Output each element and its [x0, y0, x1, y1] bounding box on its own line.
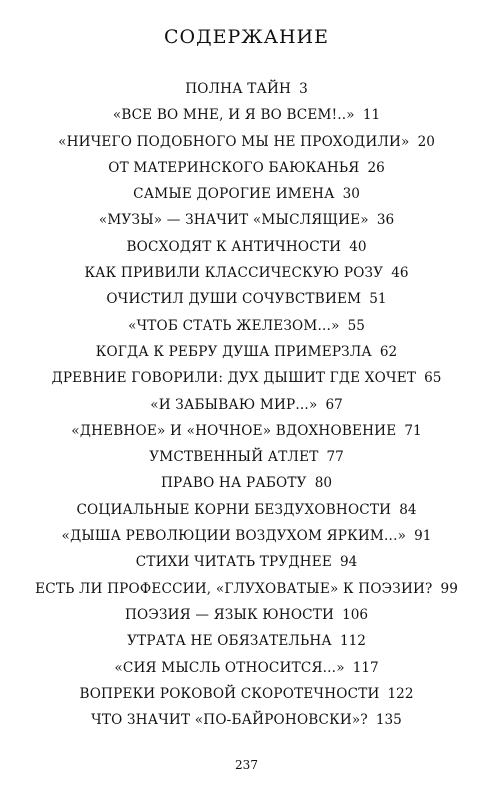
- toc-entry-title: ЧТО ЗНАЧИТ «ПО-БАЙРОНОВСКИ»?: [91, 712, 368, 729]
- toc-entry-page: 20: [417, 133, 435, 150]
- toc-entry: [0, 707, 493, 733]
- toc-entry-title: ВОПРЕКИ РОКОВОЙ СКОРОТЕЧНОСТИ: [79, 685, 380, 702]
- toc-entry-page: 135: [375, 712, 402, 729]
- toc-entry-title: СОЦИАЛЬНЫЕ КОРНИ БЕЗДУХОВНОСТИ: [76, 501, 392, 518]
- toc-entry: [0, 655, 493, 681]
- toc-entry-title: ЕСТЬ ЛИ ПРОФЕССИИ, «ГЛУХОВАТЫЕ» К ПОЭЗИИ?: [35, 580, 433, 597]
- toc-entry-title: «СИЯ МЫСЛЬ ОТНОСИТСЯ...»: [114, 659, 345, 676]
- toc-entry: [0, 365, 493, 391]
- toc-entry-page: 80: [314, 475, 332, 492]
- toc-entry-page: 46: [391, 265, 409, 282]
- contents-title: СОДЕРЖАНИЕ: [164, 26, 329, 48]
- toc-entry-page: 77: [326, 449, 344, 466]
- toc-entry: [0, 286, 493, 312]
- toc-entry-title: КОГДА К РЕБРУ ДУША ПРИМЕРЗЛА: [95, 343, 372, 360]
- toc-entry-title: ПОЛНА ТАЙН: [185, 81, 292, 97]
- toc-entry-page: 106: [342, 606, 369, 623]
- toc-entry: [0, 444, 493, 470]
- toc-entry-title: «НИЧЕГО ПОДОБНОГО МЫ НЕ ПРОХОДИЛИ»: [58, 133, 410, 150]
- toc-entry-title: «ДЫША РЕВОЛЮЦИИ ВОЗДУХОМ ЯРКИМ...»: [61, 528, 407, 545]
- toc-entry-page: 30: [342, 186, 360, 203]
- toc-entry-page: 67: [325, 396, 343, 413]
- toc-entry: [0, 155, 493, 181]
- toc-entry-page: 112: [339, 633, 366, 650]
- toc-entry: [0, 681, 493, 707]
- toc-entry: [0, 549, 493, 575]
- toc-entry-title: «ВСЕ ВО МНЕ, И Я ВО ВСЕМ!..»: [112, 107, 355, 124]
- toc-entry: [0, 576, 493, 602]
- toc-entry-title: ПРАВО НА РАБОТУ: [160, 475, 307, 492]
- toc-entry-title: «ЧТОБ СТАТЬ ЖЕЛЕЗОМ...»: [128, 317, 340, 334]
- toc-entry: [0, 260, 493, 286]
- toc-entry: [0, 207, 493, 233]
- toc-entry-page: 26: [367, 159, 385, 176]
- toc-entry-title: ОТ МАТЕРИНСКОГО БАЮКАНЬЯ: [108, 159, 360, 176]
- toc-entry-page: 99: [440, 580, 458, 597]
- toc-entry-page: 65: [424, 370, 442, 387]
- toc-entry-page: 117: [352, 659, 379, 676]
- toc-entry-title: ВОСХОДЯТ К АНТИЧНОСТИ: [126, 238, 342, 255]
- toc-entry-page: 94: [339, 554, 358, 571]
- toc-entry: [0, 602, 493, 628]
- toc-entry: [0, 76, 493, 102]
- toc-entry-page: 36: [376, 212, 395, 229]
- toc-entry: [0, 102, 493, 128]
- toc-entry-title: СТИХИ ЧИТАТЬ ТРУДНЕЕ: [135, 554, 332, 571]
- toc-entry-title: УМСТВЕННЫЙ АТЛЕТ: [149, 449, 319, 466]
- toc-entry: [0, 313, 493, 339]
- toc-entry: [0, 628, 493, 654]
- toc-entry-title: ПОЭЗИЯ — ЯЗЫК ЮНОСТИ: [124, 606, 335, 623]
- toc-entry-page: 122: [387, 685, 414, 702]
- toc-entry-page: 55: [347, 317, 365, 334]
- toc-entry: [0, 234, 493, 260]
- toc-entry: [0, 129, 493, 155]
- toc-entry: [0, 339, 493, 365]
- toc-entry-title: «МУЗЫ» — ЗНАЧИТ «МЫСЛЯЩИЕ»: [98, 212, 369, 229]
- toc-entry-title: САМЫЕ ДОРОГИЕ ИМЕНА: [133, 186, 335, 203]
- page-number: 237: [235, 758, 258, 772]
- toc-entry-page: 51: [369, 291, 387, 308]
- toc-entry: [0, 523, 493, 549]
- toc-entry-page: 84: [399, 501, 417, 518]
- toc-entry-page: 3: [299, 81, 308, 97]
- toc-entry: [0, 392, 493, 418]
- toc-entry-title: «ДНЕВНОЕ» И «НОЧНОЕ» ВДОХНОВЕНИЕ: [71, 422, 397, 439]
- toc-entry-page: 91: [414, 528, 432, 545]
- table-of-contents: [0, 76, 493, 733]
- toc-entry: [0, 418, 493, 444]
- toc-entry: [0, 470, 493, 496]
- toc-entry: [0, 181, 493, 207]
- toc-entry-page: 71: [404, 422, 422, 439]
- toc-entry-title: УТРАТА НЕ ОБЯЗАТЕЛЬНА: [127, 633, 332, 650]
- toc-entry: [0, 497, 493, 523]
- toc-entry-page: 62: [379, 343, 398, 360]
- toc-entry-title: «И ЗАБЫВАЮ МИР...»: [150, 396, 318, 413]
- toc-entry-title: КАК ПРИВИЛИ КЛАССИЧЕСКУЮ РОЗУ: [84, 265, 384, 282]
- toc-entry-page: 11: [362, 107, 381, 124]
- toc-entry-page: 40: [349, 238, 367, 255]
- toc-entry-title: ОЧИСТИЛ ДУШИ СОЧУВСТВИЕМ: [106, 291, 362, 308]
- toc-entry-title: ДРЕВНИЕ ГОВОРИЛИ: ДУХ ДЫШИТ ГДЕ ХОЧЕТ: [51, 370, 417, 387]
